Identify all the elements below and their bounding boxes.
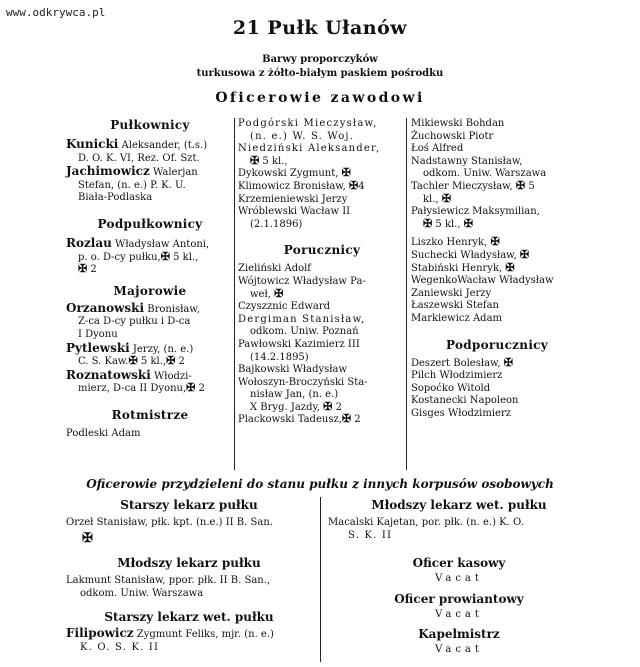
- entry-rozlau-detail2: ✠ 2: [78, 262, 97, 276]
- entry-kunicki-detail: D. O. K. VI, Rez. Of. Szt.: [78, 152, 200, 164]
- entry-sopocko: Sopoćko Witold: [411, 382, 491, 394]
- entry-dykowski: Dykowski Zygmunt, ✠: [238, 166, 351, 180]
- vacat-bandmaster: Vacat: [435, 644, 483, 656]
- cross-icon: ✠: [341, 166, 351, 180]
- entry-kunicki: Kunicki Aleksander, (t.s.): [66, 137, 208, 151]
- entry-woloszyn-detail: nisław Jan, (n. e.): [250, 389, 339, 401]
- role-header-senior-vet: Starszy lekarz wet. pułku: [104, 610, 274, 625]
- entry-rozlau-detail: p. o. D-cy pułku,✠ 5 kl.,: [78, 249, 199, 263]
- entry-roznatowski: Roznatowski Włodzi-: [66, 367, 192, 382]
- bottom-right-section: [328, 498, 590, 657]
- cross-icon: ✠: [519, 247, 530, 261]
- entry-wojtowicz-detail: weł, ✠: [250, 286, 284, 300]
- entry-plackowski: Plackowski Tadeusz,✠ 2: [238, 412, 361, 426]
- cross-icon: ✠: [505, 260, 515, 274]
- entry-macalski-detail: S. K. II: [348, 529, 393, 541]
- entry-czyszznic: Czyszznic Edward: [238, 301, 331, 313]
- entry-palysiewicz-detail: ✠ 5 kl., ✠: [423, 216, 473, 230]
- role-header-senior-doctor: Starszy lekarz pułku: [120, 498, 258, 512]
- entry-pytlewski-detail: C. S. Kaw.✠ 5 kl.,✠ 2: [78, 354, 185, 368]
- entry-bajkowski: Bajkowski Władysław: [238, 364, 348, 376]
- entry-macalski: Macalski Kajetan, por. płk. (n. e.) K. O.: [328, 517, 524, 528]
- entry-wojtowicz: Wójtowicz Władysław Pa-: [238, 275, 366, 287]
- watermark: www.odkrywca.pl: [6, 6, 106, 19]
- rank-header-podpulkownicy: Podpułkownicy: [97, 216, 203, 231]
- entry-kostanecki: Kostanecki Napoleon: [411, 395, 519, 407]
- rank-header-majorowie: Majorowie: [113, 283, 187, 298]
- role-header-provisions: Oficer prowiantowy: [394, 591, 524, 606]
- entry-filipowicz: Filipowicz Zygmunt Feliks, mjr. (n. e.): [66, 626, 274, 641]
- entry-niedzinski-detail: ✠ 5 kl.,: [250, 153, 288, 167]
- rank-header-podporucznicy: Podporucznicy: [445, 337, 549, 352]
- cross-icon: ✠: [463, 216, 473, 230]
- entry-zielinski: Zieliński Adolf: [238, 263, 312, 275]
- cross-icon: ✠: [341, 412, 352, 426]
- entry-orzel: Orzeł Stanisław, płk. kpt. (n.e.) II B. San.: [66, 517, 273, 528]
- entry-orzanowski: Orzanowski Bronisław,: [66, 300, 200, 315]
- colors-label: Barwy proporczyków: [262, 54, 378, 65]
- rank-header-pulkownicy: Pułkownicy: [110, 118, 190, 132]
- entry-klimowicz: Klimowicz Bronisław, ✠4: [238, 178, 365, 192]
- entry-niedzinski: Niedziński Aleksander,: [238, 143, 381, 155]
- entry-dergiman-detail: odkom. Uniw. Poznań: [250, 326, 359, 338]
- entry-wegenko: WegenkoWacław Władysław: [411, 275, 554, 287]
- entry-palysiewicz: Pałysiewicz Maksymilian,: [411, 206, 540, 218]
- role-header-bandmaster: Kapelmistrz: [418, 627, 500, 642]
- entry-roznatowski-detail: mierz, D-ca II Dyonu,✠ 2: [78, 381, 205, 395]
- entry-pawlowski-detail: (14.2.1895): [250, 351, 309, 363]
- entry-nadstawny-detail: odkom. Uniw. Warszawa: [423, 168, 547, 180]
- cross-icon: ✠: [82, 530, 93, 546]
- cross-icon: ✠: [423, 216, 433, 230]
- cross-icon: ✠: [490, 235, 500, 249]
- entry-lakmunt-detail: odkom. Uniw. Warszawa: [80, 587, 204, 599]
- entry-podgorski: Podgórski Mieczysław,: [238, 118, 378, 129]
- cross-icon: ✠: [503, 355, 514, 369]
- cross-icon: ✠: [128, 354, 138, 368]
- cross-icon: ✠: [323, 399, 333, 413]
- column-divider: [406, 118, 407, 470]
- entry-stabinski: Stabiński Henryk, ✠: [411, 260, 515, 274]
- rank-header-porucznicy: Porucznicy: [283, 243, 361, 258]
- cross-icon: ✠: [274, 286, 284, 300]
- vacat-cashier: Vacat: [435, 573, 483, 585]
- entry-gisges: Gisges Włodzimierz: [411, 407, 512, 419]
- cross-icon: ✠: [78, 262, 88, 276]
- entry-jachimowicz: Jachimowicz Walerjan: [66, 164, 198, 179]
- entry-tachler-detail: kl., ✠: [423, 191, 452, 205]
- column-divider: [234, 118, 235, 470]
- entry-pilch: Pilch Włodzimierz: [411, 370, 503, 382]
- cross-icon: ✠: [186, 381, 196, 395]
- attached-officers-header: Oficerowie przydzieleni do stanu pułku z innych korpusów osobowych: [86, 477, 554, 491]
- officers-header: Oficerowie zawodowi: [215, 90, 425, 106]
- role-header-junior-vet: Młodszy lekarz wet. pułku: [371, 498, 547, 512]
- entry-pawlowski: Pawłowski Kazimierz III: [238, 338, 360, 350]
- column-1: [66, 118, 234, 441]
- entry-zaniewski: Zaniewski Jerzy: [411, 287, 492, 299]
- entry-lakmunt: Lakmunt Stanisław, ppor. płk. II B. San.,: [66, 575, 271, 587]
- entry-los: Łoś Alfred: [411, 143, 464, 155]
- entry-zuchowski: Żuchowski Piotr: [411, 130, 494, 142]
- cross-icon: ✠: [250, 153, 260, 167]
- entry-rozlau: Rozlau Władysław Antoni,: [66, 235, 210, 250]
- entry-nadstawny: Nadstawny Stanisław,: [411, 155, 523, 167]
- entry-markiewicz: Markiewicz Adam: [411, 312, 503, 324]
- entry-tachler: Tachler Mieczysław, ✠ 5: [411, 178, 535, 192]
- entry-jachimowicz-detail2: Biała-Podlaska: [78, 192, 153, 204]
- entry-krzemieniewski: Krzemieniewski Jerzy: [238, 193, 348, 205]
- role-header-cashier: Oficer kasowy: [412, 556, 506, 571]
- entry-mikiewski: Mikiewski Bohdan: [411, 118, 505, 129]
- column-2: [238, 118, 406, 427]
- entry-wroblewski-detail: (2.1.1896): [250, 218, 303, 230]
- cross-icon: ✠: [441, 191, 452, 205]
- colors-description: turkusowa z żółto-białym paskiem pośrodku: [196, 68, 444, 79]
- entry-filipowicz-detail: K. O. S. K. II: [80, 641, 160, 653]
- entry-orzel-cross: [66, 530, 312, 547]
- entry-podleski: Podleski Adam: [66, 427, 141, 439]
- column-3: [411, 118, 583, 420]
- entry-liszko: Liszko Henryk, ✠: [411, 235, 500, 249]
- entry-deszert: Deszert Bolesław, ✠: [411, 355, 514, 369]
- cross-icon: ✠: [349, 178, 359, 192]
- cross-icon: ✠: [160, 249, 170, 263]
- rank-header-rotmistrze: Rotmistrze: [111, 407, 189, 422]
- entry-wroblewski: Wróblewski Wacław II: [238, 206, 351, 218]
- entry-orzanowski-detail2: I Dyonu: [78, 328, 118, 340]
- cross-icon: ✠: [166, 354, 176, 368]
- column-divider: [320, 497, 321, 662]
- entry-dergiman: Dergiman Stanisław,: [238, 313, 366, 325]
- entry-podgorski-detail: (n. e.) W. S. Woj.: [250, 130, 355, 142]
- entry-suchecki: Suchecki Władysław, ✠: [411, 247, 530, 261]
- entry-laszewski: Łaszewski Stefan: [411, 300, 499, 312]
- cross-icon: ✠: [515, 178, 526, 192]
- entry-woloszyn-detail2: X Bryg. Jazdy, ✠ 2: [250, 399, 342, 413]
- entry-orzanowski-detail: Z-ca D-cy pułku i D-ca: [78, 316, 191, 328]
- bottom-left-section: [66, 498, 312, 655]
- entry-jachimowicz-detail: Stefan, (n. e.) P. K. U.: [78, 179, 186, 191]
- vacat-provisions: Vacat: [435, 608, 483, 620]
- page-title: 21 Pułk Ułanów: [232, 17, 408, 39]
- role-header-junior-doctor: Młodszy lekarz pułku: [117, 556, 261, 571]
- entry-pytlewski: Pytlewski Jerzy, (n. e.): [66, 340, 194, 355]
- entry-woloszyn: Wołoszyn-Broczyński Sta-: [238, 376, 368, 388]
